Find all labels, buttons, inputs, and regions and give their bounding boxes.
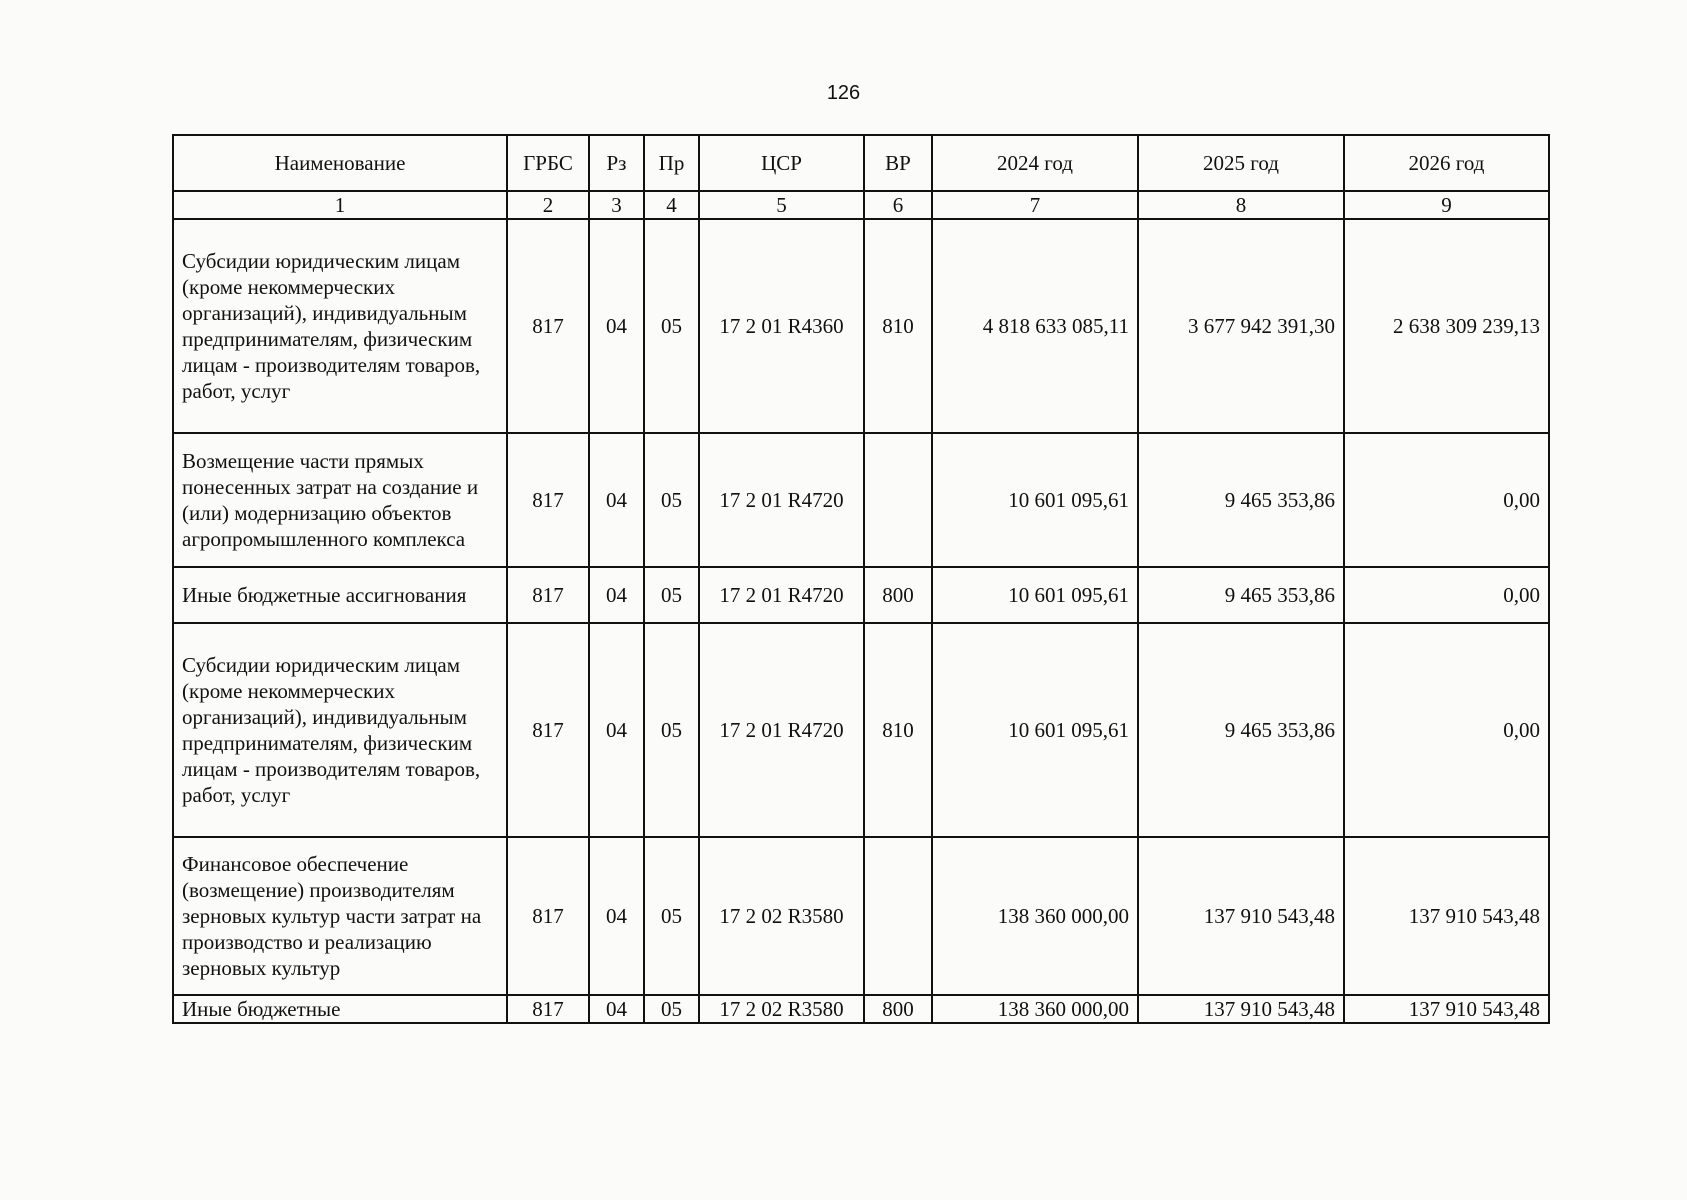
- row-vr: 810: [864, 219, 932, 433]
- column-number: 6: [864, 191, 932, 219]
- header-csr: ЦСР: [699, 135, 864, 191]
- header-grbs: ГРБС: [507, 135, 589, 191]
- table-row: [173, 623, 1549, 837]
- header-2026: 2026 год: [1344, 135, 1549, 191]
- row-csr: 17 2 01 R4720: [699, 567, 864, 623]
- row-amount-2026: 2 638 309 239,13: [1344, 219, 1549, 433]
- row-rz: 04: [589, 623, 644, 837]
- column-number: 2: [507, 191, 589, 219]
- row-amount-2025: 9 465 353,86: [1138, 567, 1344, 623]
- row-pr: 05: [644, 995, 699, 1023]
- header-2024: 2024 год: [932, 135, 1138, 191]
- row-pr: 05: [644, 837, 699, 995]
- row-rz: 04: [589, 433, 644, 567]
- row-grbs: 817: [507, 623, 589, 837]
- row-pr: 05: [644, 623, 699, 837]
- row-grbs: 817: [507, 837, 589, 995]
- budget-table: [172, 134, 1550, 1024]
- row-rz: 04: [589, 837, 644, 995]
- row-vr: [864, 837, 932, 995]
- row-amount-2025: 137 910 543,48: [1138, 837, 1344, 995]
- row-name: Финансовое обеспечение (возмещение) производителям зерновых культур части затрат на производство и реализацию зерновых культур: [173, 837, 507, 995]
- row-rz: 04: [589, 567, 644, 623]
- page-number: 126: [826, 82, 861, 104]
- row-csr: 17 2 01 R4720: [699, 623, 864, 837]
- row-name: Иные бюджетные: [173, 995, 507, 1023]
- row-csr: 17 2 02 R3580: [699, 995, 864, 1023]
- row-amount-2024: 10 601 095,61: [932, 623, 1138, 837]
- row-amount-2025: 9 465 353,86: [1138, 433, 1344, 567]
- table-row: [173, 995, 1549, 1023]
- row-vr: 800: [864, 995, 932, 1023]
- row-csr: 17 2 01 R4360: [699, 219, 864, 433]
- row-rz: 04: [589, 219, 644, 433]
- header-row: [173, 135, 1549, 191]
- table-row: [173, 219, 1549, 433]
- row-name: Возмещение части прямых понесенных затрат на создание и (или) модернизацию объектов агропромышленного комплекса: [173, 433, 507, 567]
- column-number: 4: [644, 191, 699, 219]
- row-amount-2026: 0,00: [1344, 623, 1549, 837]
- row-amount-2026: 137 910 543,48: [1344, 995, 1549, 1023]
- row-amount-2024: 4 818 633 085,11: [932, 219, 1138, 433]
- column-number-row: [173, 191, 1549, 219]
- row-amount-2024: 138 360 000,00: [932, 837, 1138, 995]
- header-2025: 2025 год: [1138, 135, 1344, 191]
- row-amount-2025: 9 465 353,86: [1138, 623, 1344, 837]
- table-row: [173, 567, 1549, 623]
- row-pr: 05: [644, 433, 699, 567]
- table-row: [173, 433, 1549, 567]
- row-name: Субсидии юридическим лицам (кроме некоммерческих организаций), индивидуальным предпринимателям, физическим лицам - производителям товаров, работ, услуг: [173, 219, 507, 433]
- row-rz: 04: [589, 995, 644, 1023]
- column-number: 1: [173, 191, 507, 219]
- header-name: Наименование: [173, 135, 507, 191]
- row-vr: 810: [864, 623, 932, 837]
- row-csr: 17 2 02 R3580: [699, 837, 864, 995]
- row-vr: [864, 433, 932, 567]
- row-grbs: 817: [507, 567, 589, 623]
- row-amount-2025: 137 910 543,48: [1138, 995, 1344, 1023]
- row-amount-2026: 0,00: [1344, 433, 1549, 567]
- header-vr: ВР: [864, 135, 932, 191]
- row-grbs: 817: [507, 995, 589, 1023]
- column-number: 8: [1138, 191, 1344, 219]
- row-amount-2025: 3 677 942 391,30: [1138, 219, 1344, 433]
- header-pr: Пр: [644, 135, 699, 191]
- row-csr: 17 2 01 R4720: [699, 433, 864, 567]
- row-amount-2026: 137 910 543,48: [1344, 837, 1549, 995]
- row-amount-2024: 10 601 095,61: [932, 567, 1138, 623]
- column-number: 3: [589, 191, 644, 219]
- column-number: 5: [699, 191, 864, 219]
- column-number: 7: [932, 191, 1138, 219]
- column-number: 9: [1344, 191, 1549, 219]
- row-grbs: 817: [507, 219, 589, 433]
- row-amount-2026: 0,00: [1344, 567, 1549, 623]
- row-name: Субсидии юридическим лицам (кроме некоммерческих организаций), индивидуальным предпринимателям, физическим лицам - производителям товаров, работ, услуг: [173, 623, 507, 837]
- row-amount-2024: 138 360 000,00: [932, 995, 1138, 1023]
- row-amount-2024: 10 601 095,61: [932, 433, 1138, 567]
- row-name: Иные бюджетные ассигнования: [173, 567, 507, 623]
- row-pr: 05: [644, 219, 699, 433]
- table-row: [173, 837, 1549, 995]
- row-grbs: 817: [507, 433, 589, 567]
- row-vr: 800: [864, 567, 932, 623]
- header-rz: Рз: [589, 135, 644, 191]
- row-pr: 05: [644, 567, 699, 623]
